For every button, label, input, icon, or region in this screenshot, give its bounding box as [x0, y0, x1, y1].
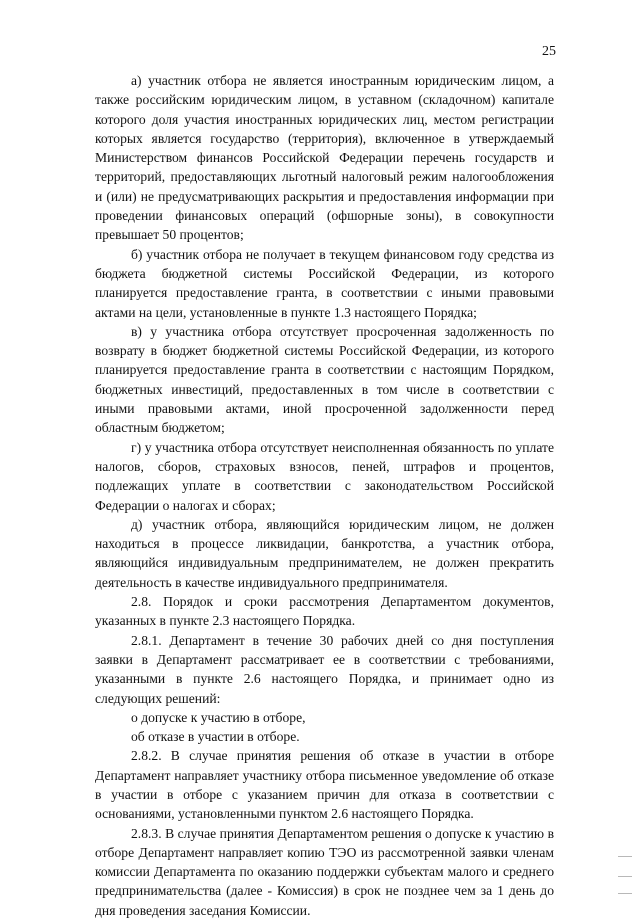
document-body [95, 71, 554, 920]
paragraph-v: в) у участника отбора отсутствует просроченная задолженность по возврату в бюджет бюджетной системы Российской Федерации, из которого планируется предоставление гранта в соответствии с настоящим Порядком, бюджетных инвестиций, предоставленных в том числе в соответствии с иными правовыми актами, иной просроченной задолженности перед областным бюджетом; [95, 323, 554, 436]
scan-edge-mark [618, 893, 632, 894]
paragraph-a: а) участник отбора не является иностранным юридическим лицом, а также российским юридическим лицом, в уставном (складочном) капитале которого доля участия иностранных юридических лиц, местом регистрации которых является государство (территория), включенное в утверждаемый Министерством финансов Российской Федерации перечень государств и территорий, предоставляющих льготный налоговый режим налогообложения и (или) не предусматривающих раскрытия и предоставления информации при проведении финансовых операций (офшорные зоны), в совокупности превышает 50 процентов; [95, 73, 554, 243]
paragraph-b: б) участник отбора не получает в текущем финансовом году средства из бюджета бюджетной системы Российской Федерации, из которого планируется предоставление гранта, в соответствии с иными правовыми актами на цели, установленные в пункте 1.3 настоящего Порядка; [95, 246, 554, 320]
scan-edge-mark [618, 856, 632, 857]
paragraph-d: д) участник отбора, являющийся юридическим лицом, не должен находиться в процессе ликвидации, банкротства, а участник отбора, являющийся индивидуальным предпринимателем, не должен прекратить деятельность в качестве индивидуального предпринимателя. [95, 516, 554, 590]
page-number: 25 [542, 44, 556, 59]
paragraph-2-8-3: 2.8.3. В случае принятия Департаментом решения о допуске к участию в отборе Департамент направляет копию ТЭО из рассмотренной заявки членам комиссии Департамента по оказанию поддержки субъектам малого и среднего предпринимательства (далее - Комиссия) в срок не позднее чем за 1 день до дня проведения заседания Комиссии. [95, 825, 554, 918]
scan-edge-mark [618, 876, 632, 877]
paragraph-g: г) у участника отбора отсутствует неисполненная обязанность по уплате налогов, сборов, страховых взносов, пеней, штрафов и процентов, подлежащих уплате в соответствии с законодательством Российской Федерации о налогах и сборах; [95, 439, 554, 513]
paragraph-2-8: 2.8. Порядок и сроки рассмотрения Департаментом документов, указанных в пункте 2.3 настоящего Порядка. [95, 594, 554, 629]
paragraph-2-8-1: 2.8.1. Департамент в течение 30 рабочих дней со дня поступления заявки в Департамент рассматривает ее в соответствии с требованиями, указанными в пункте 2.6 настоящего Порядка, и принимает одно из следующих решений: [95, 632, 554, 706]
paragraph-2-8-2: 2.8.2. В случае принятия решения об отказе в участии в отборе Департамент направляет участнику отбора письменное уведомление об отказе в участии в отборе с указанием причин для отказа в соответствии с основаниями, установленными пунктом 2.6 настоящего Порядка. [95, 748, 554, 822]
decision-option-admit: о допуске к участию в отборе, [131, 709, 306, 725]
decision-option-refuse: об отказе в участии в отборе. [131, 729, 300, 745]
